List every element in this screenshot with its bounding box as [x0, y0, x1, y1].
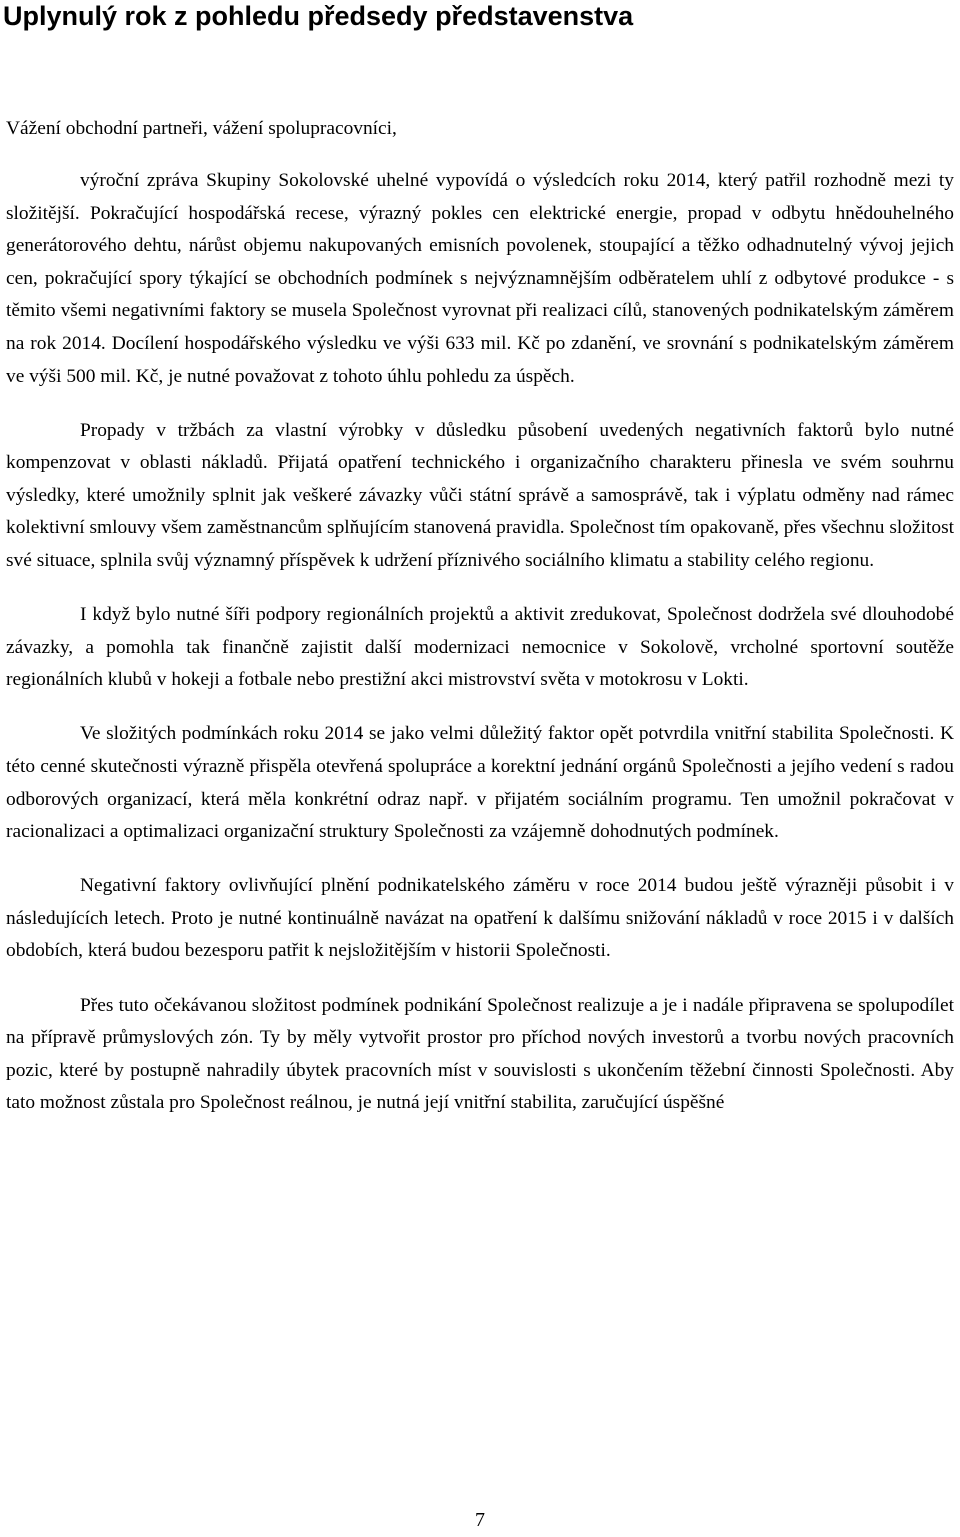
paragraph-6: Přes tuto očekávanou složitost podmínek podnikání Společnost realizuje a je i nadále připravena se spolupodílet na přípravě průmyslových zón. Ty by měly vytvořit prostor pro příchod nových investorů a tvorbu nových pracovních pozic, které by postupně nahradily úbytek pracovních míst v souvislosti s ukončením těžební činnosti Společnosti. Aby tato možnost zůstala pro Společnost reálnou, je nutná její vnitřní stabilita, zaručující úspěšné [6, 994, 954, 1114]
greeting: Vážení obchodní partneři, vážení spolupracovníci, [6, 118, 397, 139]
body-text [6, 165, 954, 1120]
paragraph-3: I když bylo nutné šíři podpory regionálních projektů a aktivit zredukovat, Společnost dodržela své dlouhodobé závazky, a pomohla tak finančně zajistit další modernizaci nemocnice v Sokolově, vrcholné sportovní soutěže regionálních klubů v hokeji a fotbale nebo prestižní akci mistrovství světa v motokrosu v Lokti. [6, 604, 954, 691]
paragraph-4: Ve složitých podmínkách roku 2014 se jako velmi důležitý faktor opět potvrdila vnitřní stabilita Společnosti. K této cenné skutečnosti výrazně přispěla otevřená spolupráce a korektní jednání orgánů Společnosti a jejího vedení s radou odborových organizací, která měla konkrétní odraz např. v přijatém sociálním programu. Ten umožnil pokračovat v racionalizaci a optimalizaci organizační struktury Společnosti za vzájemně dohodnutých podmínek. [6, 723, 954, 843]
page-title: Uplynulý rok z pohledu předsedy představenstva [3, 1, 634, 31]
paragraph-2: Propady v tržbách za vlastní výrobky v důsledku působení uvedených negativních faktorů bylo nutné kompenzovat v oblasti nákladů. Přijatá opatření technického i organizačního charakteru přinesla ve svém souhrnu výsledky, které umožnily splnit jak veškeré závazky vůči státní správě a samosprávě, tak i výplatu odměny nad rámec kolektivní smlouvy všem zaměstnancům splňujícím stanovená pravidla. Společnost tím opakovaně, přes všechnu složitost své situace, splnila svůj významný příspěvek k udržení příznivého sociálního klimatu a stability celého regionu. [6, 419, 954, 572]
paragraph-5: Negativní faktory ovlivňující plnění podnikatelského záměru v roce 2014 budou ještě výrazněji působit i v následujících letech. Proto je nutné kontinuálně navázat na opatření k dalšímu snižování nákladů v roce 2015 i v dalších obdobích, která budou bezesporu patřit k nejsložitějším v historii Společnosti. [6, 875, 954, 962]
paragraph-1: výroční zpráva Skupiny Sokolovské uhelné vypovídá o výsledcích roku 2014, který patřil rozhodně mezi ty složitější. Pokračující hospodářská recese, výrazný pokles cen elektrické energie, propad v odbytu hnědouhelného generátorového dehtu, nárůst objemu nakupovaných emisních povolenek, stoupající a těžko odhadnutelný vývoj jejich cen, pokračující spory týkající se obchodních podmínek s nejvýznamnějším odběratelem uhlí z odbytové produkce - s těmito všemi negativními faktory se musela Společnost vyrovnat při realizaci cílů, stanovených podnikatelským záměrem na rok 2014. Docílení hospodářského výsledku ve výši 633 mil. Kč po zdanění, ve srovnání s podnikatelským záměrem ve výši 500 mil. Kč, je nutné považovat z tohoto úhlu pohledu za úspěch. [6, 170, 954, 387]
page-number: 7 [475, 1509, 485, 1531]
